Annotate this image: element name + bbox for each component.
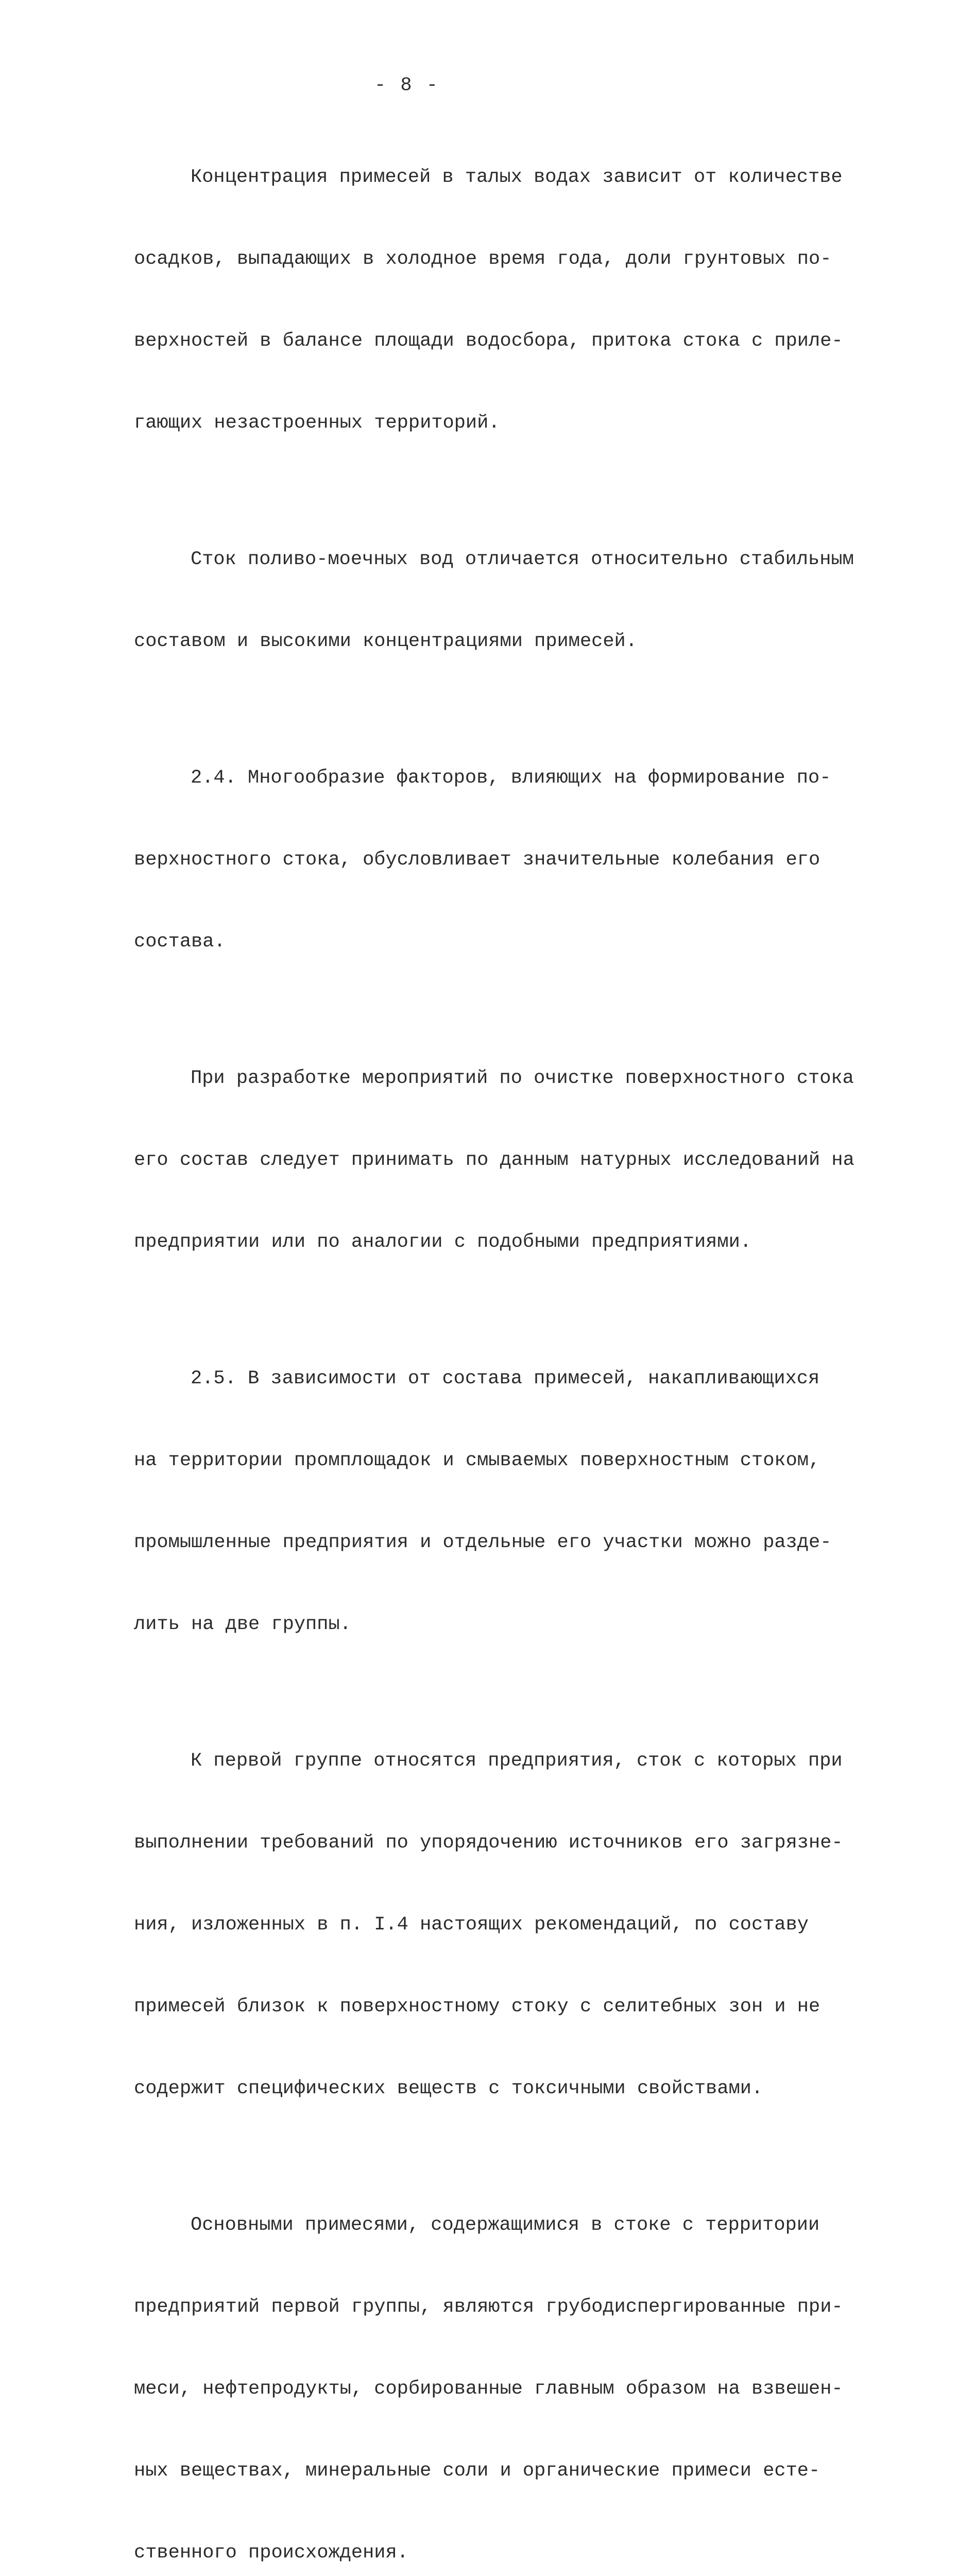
- paragraph: [134, 2157, 845, 2576]
- paragraph: [134, 710, 845, 1010]
- text-line: промышленные предприятия и отдельные его участки можно разде-: [134, 1532, 832, 1553]
- text-line: Концентрация примесей в талых водах зависит от количестве: [191, 166, 843, 188]
- text-line: содержит специфических веществ с токсичными свойствами.: [134, 2078, 763, 2099]
- text-line: его состав следует принимать по данным натурных исследований на: [134, 1149, 854, 1171]
- text-line: ния, изложенных в п. I.4 настоящих рекомендаций, по составу: [134, 1914, 809, 1936]
- text-line: верхностного стока, обусловливает значительные колебания его: [134, 849, 820, 871]
- text-line: предприятий первой группы, являются грубодиспергированные при-: [134, 2296, 843, 2318]
- paragraph: [134, 1010, 854, 1311]
- text-line: 2.5. В зависимости от состава примесей, накапливающихся: [191, 1368, 820, 1389]
- paragraph: [134, 109, 845, 492]
- text-line: выполнении требований по упорядочению источников его загрязне-: [134, 1832, 843, 1854]
- text-line: Основными примесями, содержащимися в стоке с территории: [191, 2214, 820, 2236]
- text-line: При разработке мероприятий по очистке поверхностного стока: [191, 1067, 854, 1089]
- paragraph: [134, 1311, 845, 1693]
- text-line: ных веществах, минеральные соли и органические примеси есте-: [134, 2460, 820, 2482]
- text-line: предприятии или по аналогии с подобными предприятиями.: [134, 1231, 751, 1253]
- text-line: гающих незастроенных территорий.: [134, 412, 500, 434]
- text-line: состава.: [134, 931, 226, 953]
- text-line: составом и высокими концентрациями примесей.: [134, 631, 637, 652]
- text-line: меси, нефтепродукты, сорбированные главным образом на взвешен-: [134, 2378, 843, 2400]
- paragraph: [134, 1693, 845, 2157]
- text-line: примесей близок к поверхностному стоку с селитебных зон и не: [134, 1996, 820, 2018]
- page-number: - 8 -: [374, 75, 440, 96]
- paragraph: [134, 492, 854, 710]
- text-line: верхностей в балансе площади водосбора, притока стока с приле-: [134, 330, 843, 352]
- text-line: на территории промплощадок и смываемых поверхностным стоком,: [134, 1450, 820, 1471]
- text-line: лить на две группы.: [134, 1614, 351, 1635]
- text-line: Сток поливо-моечных вод отличается относительно стабильным: [191, 549, 854, 570]
- text-line: 2.4. Многообразие факторов, влияющих на формирование по-: [191, 767, 831, 789]
- text-line: ственного происхождения.: [134, 2542, 408, 2564]
- body-text: [134, 109, 854, 2576]
- text-line: К первой группе относятся предприятия, сток с которых при: [191, 1750, 843, 1772]
- text-line: осадков, выпадающих в холодное время года, доли грунтовых по-: [134, 248, 832, 270]
